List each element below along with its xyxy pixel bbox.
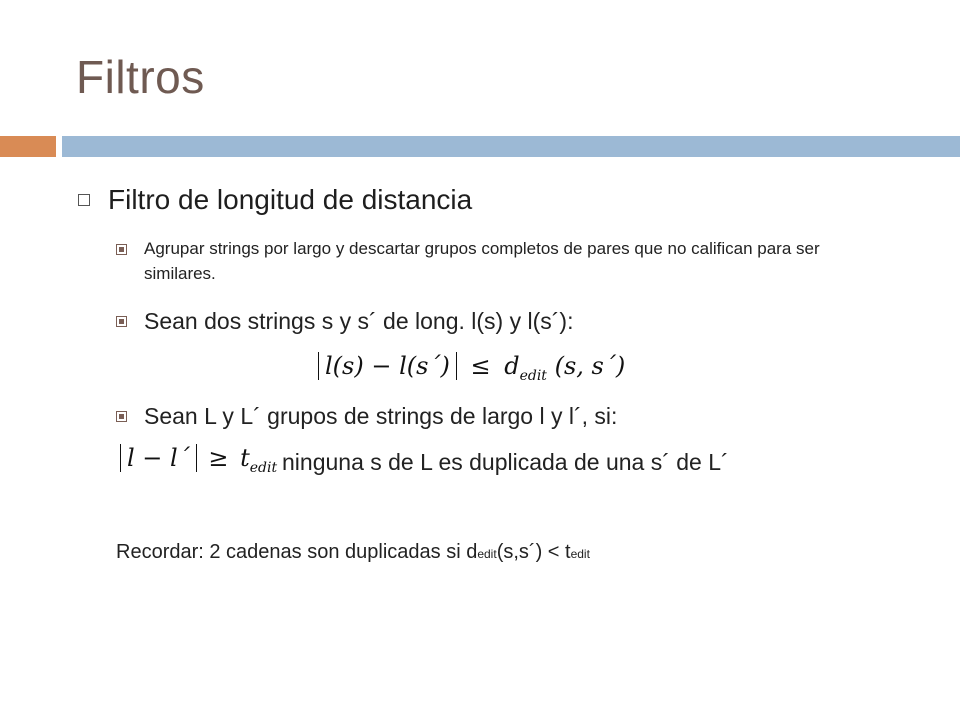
formula2-t-sub: edit <box>249 459 278 476</box>
accent-bar-blue <box>62 136 960 157</box>
filled-square-bullet-icon <box>116 411 127 422</box>
formula-args: (s, s´) <box>554 352 626 380</box>
filled-square-bullet-icon <box>116 316 127 327</box>
filled-square-bullet-icon <box>116 244 127 255</box>
formula-length-bound <box>318 352 625 384</box>
sub-bullet-lengths <box>116 308 573 335</box>
formula2-t: t <box>240 444 250 472</box>
conclusion-text: ninguna s de L es duplicada de una s´ de L´ <box>282 449 729 475</box>
sub-bullet-grouping <box>116 236 879 286</box>
formula-d-sub: edit <box>519 367 547 384</box>
formula-threshold <box>120 444 277 476</box>
formula-leq: ≤ <box>470 352 491 380</box>
reminder-sub-d: edit <box>477 547 497 561</box>
accent-bar-orange <box>0 136 56 157</box>
sub-bullet-groups <box>116 403 617 430</box>
slide-title: Filtros <box>76 51 205 103</box>
bullet-level1-text: Filtro de longitud de distancia <box>108 184 473 215</box>
reminder-sub-t: edit <box>570 547 590 561</box>
formula-d: d <box>504 352 520 380</box>
reminder-middle: (s,s´) < t <box>496 541 571 563</box>
sub-bullet-grouping-text: Agrupar strings por largo y descartar grupos completos de pares que no califican para ser similares. <box>144 239 820 283</box>
hollow-square-bullet-icon <box>78 194 90 206</box>
sub-bullet-lengths-text: Sean dos strings s y s´ de long. l(s) y l(s´): <box>144 308 574 334</box>
formula-abs-lhs: l(s) − l(s´) <box>318 352 457 380</box>
bullet-level1 <box>78 184 472 216</box>
sub-bullet-groups-text: Sean L y L´ grupos de strings de largo l y l´, si: <box>144 403 618 429</box>
formula2-abs-lhs: l − l´ <box>120 444 197 472</box>
reminder-prefix: Recordar: 2 cadenas son duplicadas si d <box>116 541 478 563</box>
reminder-note <box>116 541 590 564</box>
formula2-geq: ≥ <box>208 444 229 472</box>
